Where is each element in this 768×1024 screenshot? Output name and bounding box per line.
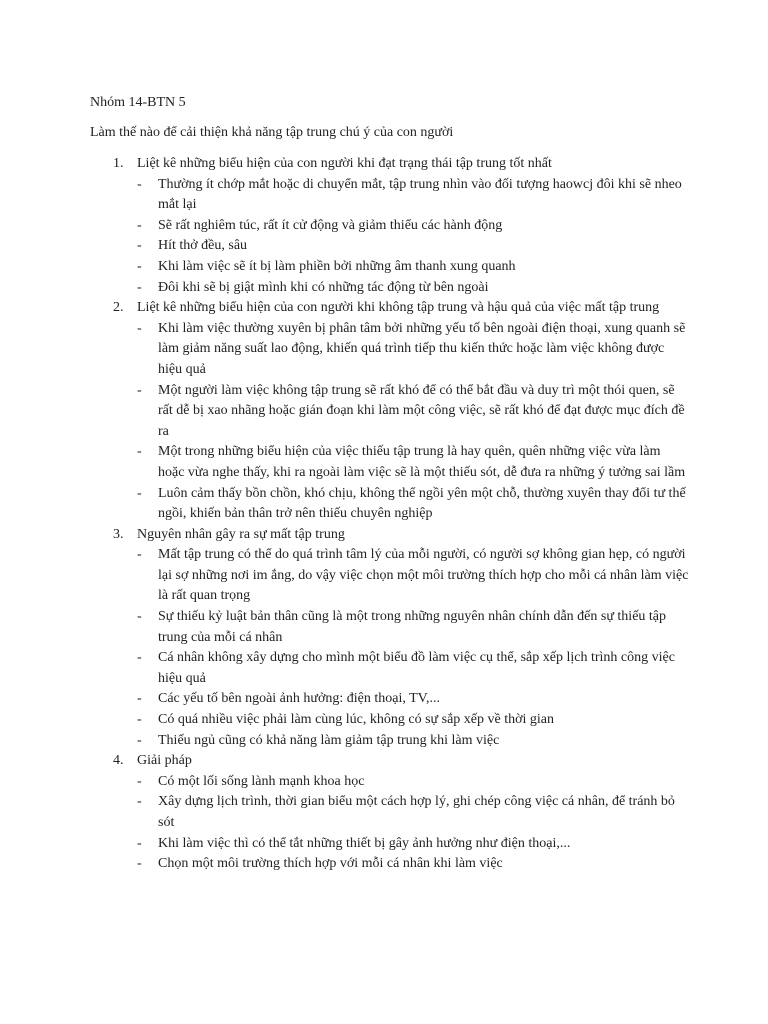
list-item-text: Thường ít chớp mắt hoặc di chuyển mắt, tập trung nhìn vào đối tượng haowcj đôi khi sẽ nheo mắt lại <box>158 176 682 213</box>
dash-bullet: - <box>137 609 142 625</box>
list-item-text: Có quá nhiều việc phải làm cùng lúc, không có sự sắp xếp về thời gian <box>158 712 555 728</box>
dash-bullet: - <box>137 835 142 851</box>
dash-bullet: - <box>137 382 142 398</box>
list-item <box>137 442 690 483</box>
list-item-text: Mất tập trung có thể do quá trình tâm lý của mỗi người, có người sợ không gian hẹp, có người lại sợ những nơi im ắng, do vậy việc chọn một môi trường thích hợp cho mỗi cá nhân làm việc là rất quan trọng <box>158 547 689 604</box>
section-list <box>90 154 690 875</box>
bullet-list <box>137 772 690 875</box>
dash-bullet: - <box>137 856 142 872</box>
list-item-text: Chọn một môi trường thích hợp với mỗi cá nhân khi làm việc <box>158 856 503 872</box>
list-item-text: Đôi khi sẽ bị giật mình khi có những tác động từ bên ngoài <box>158 279 489 295</box>
bullet-list <box>137 319 690 525</box>
section-title: Nguyên nhân gây ra sự mất tập trung <box>137 526 345 542</box>
list-item-text: Cá nhân không xây dựng cho mình một biểu đồ làm việc cụ thể, sắp xếp lịch trình công việc hiệu quả <box>158 650 675 686</box>
section-title: Liệt kê những biểu hiện của con người khi đạt trạng thái tập trung tốt nhất <box>137 156 552 171</box>
bullet-list <box>137 175 690 299</box>
list-item <box>137 484 690 525</box>
list-item <box>137 216 690 237</box>
dash-bullet: - <box>137 176 142 192</box>
list-item-text: Sự thiếu kỷ luật bản thân cũng là một trong những nguyên nhân chính dẫn đến sự thiếu tập trung của mỗi cá nhân <box>158 609 667 645</box>
list-item <box>137 278 690 299</box>
section-number: 1. <box>113 156 124 171</box>
list-item <box>137 381 690 443</box>
list-item <box>137 854 690 875</box>
group-title: Nhóm 14-BTN 5 <box>90 95 186 110</box>
list-item <box>137 792 690 833</box>
list-item <box>137 731 690 752</box>
dash-bullet: - <box>137 732 142 748</box>
dash-bullet: - <box>137 547 142 563</box>
list-item <box>137 834 690 855</box>
list-item-text: Thiếu ngủ cũng có khả năng làm giảm tập trung khi làm việc <box>158 732 500 748</box>
list-item-text: Xây dựng lịch trình, thời gian biểu một cách hợp lý, ghi chép công việc cá nhân, để tránh bỏ sót <box>158 794 675 830</box>
dash-bullet: - <box>137 444 142 460</box>
section-title: Liệt kê những biểu hiện của con người khi không tập trung và hậu quả của việc mất tập trung <box>137 300 660 316</box>
list-item-text: Khi làm việc thường xuyên bị phân tâm bởi những yếu tố bên ngoài điện thoại, xung quanh sẽ làm giảm năng suất lao động, khiến quá trình tiếp thu kiến thức hoặc làm việc không được hiệu quả <box>158 320 686 377</box>
dash-bullet: - <box>137 258 142 274</box>
list-item-text: Luôn cảm thấy bồn chồn, khó chịu, không thể ngồi yên một chỗ, thường xuyên thay đổi tư thế ngồi, khiến bản thân trở nên thiếu chuyên nghiệp <box>158 485 686 522</box>
section-number: 4. <box>113 753 124 769</box>
dash-bullet: - <box>137 485 142 501</box>
dash-bullet: - <box>137 773 142 789</box>
list-item <box>137 772 690 793</box>
bullet-list <box>137 545 690 751</box>
list-item <box>137 689 690 710</box>
dash-bullet: - <box>137 794 142 810</box>
dash-bullet: - <box>137 712 142 728</box>
document-title: Làm thế nào để cải thiện khả năng tập trung chú ý của con người <box>90 125 454 140</box>
list-item-text: Có một lối sống lành mạnh khoa học <box>158 773 365 789</box>
dash-bullet: - <box>137 279 142 295</box>
list-item <box>137 257 690 278</box>
list-item-text: Một trong những biểu hiện của việc thiếu tập trung là hay quên, quên những việc vừa làm hoặc vừa nghe thấy, khi ra ngoài làm việc sẽ là một thiếu sót, dễ đưa ra những ý tưởng sai lầm <box>158 444 686 480</box>
list-item-text: Sẽ rất nghiêm túc, rất ít cử động và giảm thiểu các hành động <box>158 217 503 233</box>
dash-bullet: - <box>137 217 142 233</box>
list-item-text: Các yếu tố bên ngoài ảnh hưởng: điện thoại, TV,... <box>158 691 440 707</box>
list-item <box>137 648 690 689</box>
list-item <box>137 607 690 648</box>
section-title: Giải pháp <box>137 753 192 769</box>
dash-bullet: - <box>137 320 142 336</box>
section-1 <box>90 154 690 298</box>
section-4 <box>90 751 690 875</box>
list-item <box>137 236 690 257</box>
list-item <box>137 710 690 731</box>
section-3 <box>90 525 690 752</box>
section-number: 3. <box>113 526 124 542</box>
dash-bullet: - <box>137 691 142 707</box>
list-item <box>137 545 690 607</box>
dash-bullet: - <box>137 650 142 666</box>
list-item <box>137 319 690 381</box>
list-item-text: Khi làm việc sẽ ít bị làm phiền bởi những âm thanh xung quanh <box>158 258 516 274</box>
dash-bullet: - <box>137 238 142 254</box>
section-number: 2. <box>113 300 124 316</box>
section-2 <box>90 298 690 525</box>
list-item-text: Một người làm việc không tập trung sẽ rất khó để có thể bắt đầu và duy trì một thói quen, sẽ rất dễ bị xao nhãng hoặc gián đoạn khi làm một công việc, sẽ rất khó để đạt được mục đích đề ra <box>158 382 685 439</box>
list-item-text: Khi làm việc thì có thể tắt những thiết bị gây ảnh hưởng như điện thoại,... <box>158 835 571 851</box>
list-item <box>137 175 690 216</box>
list-item-text: Hít thở đều, sâu <box>158 238 248 254</box>
